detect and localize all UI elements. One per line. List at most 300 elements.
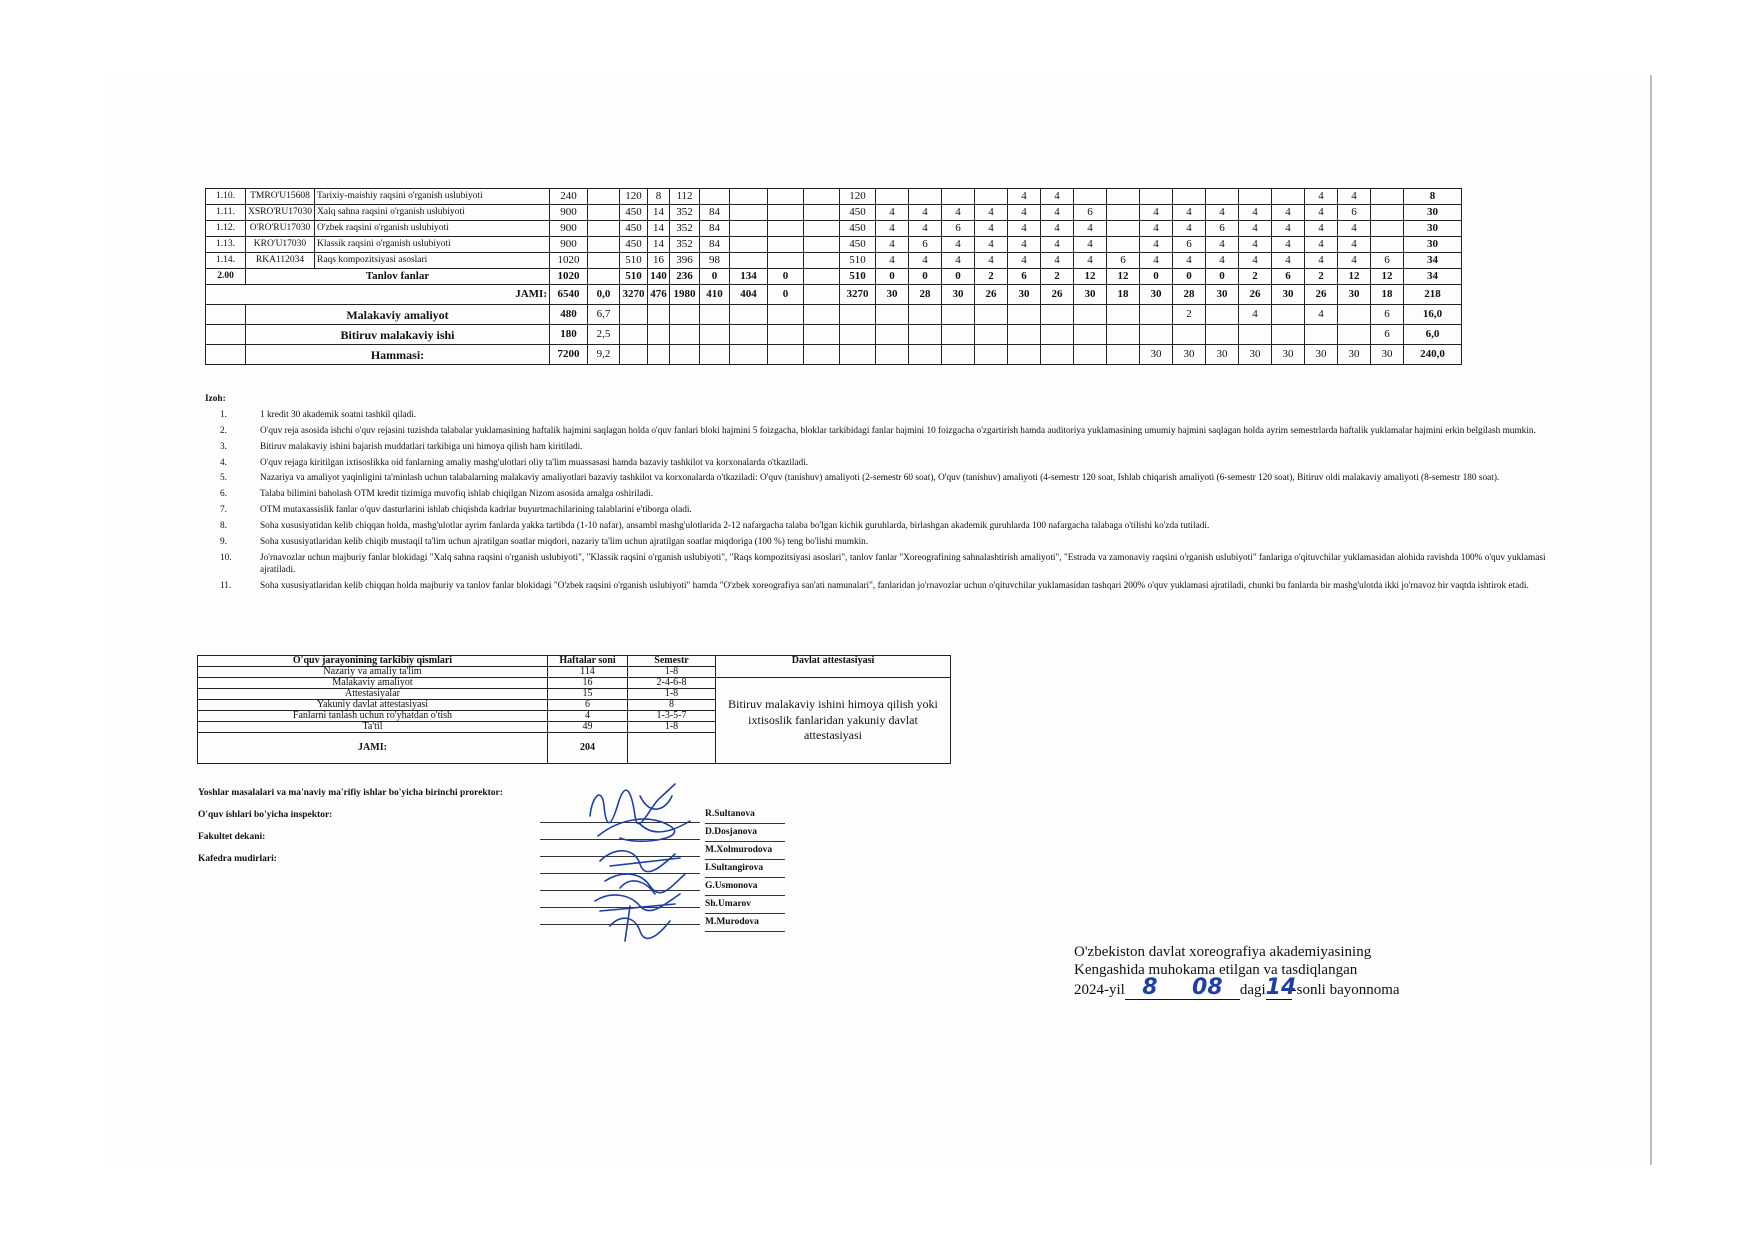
approval-number: 14	[1265, 975, 1297, 1000]
semester-hours: 4	[909, 253, 942, 269]
subject-code: TMRO'U15608	[246, 189, 315, 205]
note-number: 9.	[220, 537, 227, 548]
note-text: O'quv reja asosida ishchi o'quv rejasini tuzishda talabalar yuklamasining haftalik hajmini saqlagan holda o'quv fanlari bloki hajmini 5 foizgacha, bloklar tarkibidagi fanlar hajmini 10 foizgacha o'zgartirish hamda auditoriya yuklamasining umumiy hajmini saqlagan holda ayrim semestrlarda haftalik yuklamalar hajmini erkin belgilash mumkin.	[260, 425, 1536, 436]
credit: 2,5	[588, 325, 620, 345]
row-total: 34	[1404, 253, 1462, 269]
semester-hours: 4	[1008, 221, 1041, 237]
notes-heading: Izoh:	[205, 394, 226, 404]
composition-part: Fanlarni tanlash uchun ro'yhatdan o'tish	[198, 711, 548, 722]
semester-hours: 4	[942, 237, 975, 253]
total-hours: 180	[550, 325, 588, 345]
semester-hours: 30	[1239, 345, 1272, 365]
spacer	[206, 345, 246, 365]
empty-cell	[700, 325, 730, 345]
seminar-hours: 134	[730, 269, 768, 285]
lab-hours: 98	[700, 253, 730, 269]
practice-hours: 352	[670, 221, 700, 237]
signatory-roles	[198, 788, 538, 876]
practice-hours: 112	[670, 189, 700, 205]
note-number: 8.	[220, 521, 227, 532]
independent-hours: 450	[840, 205, 876, 221]
semester-hours: 0	[876, 269, 909, 285]
total-hours: 480	[550, 305, 588, 325]
approval-year: 2024-yil	[1074, 982, 1125, 998]
semester-hours: 4	[1140, 237, 1173, 253]
semester-hours: 30	[1140, 345, 1173, 365]
semester-hours	[1008, 345, 1041, 365]
semester-hours	[1140, 305, 1173, 325]
semester-hours: 4	[1305, 221, 1338, 237]
total-hours: 900	[550, 221, 588, 237]
course-project	[804, 285, 840, 305]
semester-hours	[1305, 325, 1338, 345]
lecture-hours: 8	[648, 189, 670, 205]
curriculum-table	[205, 188, 1462, 365]
semester-hours: 4	[1206, 253, 1239, 269]
elective-label: Tanlov fanlar	[246, 269, 550, 285]
semester-hours: 4	[1239, 221, 1272, 237]
empty-cell	[768, 345, 804, 365]
composition-weeks: 4	[548, 711, 628, 722]
semester-hours	[909, 325, 942, 345]
lecture-hours: 16	[648, 253, 670, 269]
credit	[588, 269, 620, 285]
auditorium-hours: 450	[620, 237, 648, 253]
total-hours: 240	[550, 189, 588, 205]
empty-cell	[730, 325, 768, 345]
composition-weeks: 49	[548, 722, 628, 733]
independent-hours: 510	[840, 269, 876, 285]
semester-hours: 4	[1008, 189, 1041, 205]
semester-hours: 26	[975, 285, 1008, 305]
course-project	[804, 205, 840, 221]
semester-hours: 30	[1272, 345, 1305, 365]
lab-hours: 84	[700, 205, 730, 221]
semester-hours: 0	[1173, 269, 1206, 285]
empty-cell	[804, 325, 840, 345]
semester-hours: 4	[1305, 189, 1338, 205]
semester-hours: 6	[1107, 253, 1140, 269]
approval-month: 08	[1192, 975, 1223, 1000]
note-item	[205, 553, 1555, 577]
semester-hours	[975, 305, 1008, 325]
composition-semester: 1-8	[628, 722, 716, 733]
semester-hours	[975, 345, 1008, 365]
note-item	[205, 505, 1555, 517]
composition-weeks: 16	[548, 678, 628, 689]
approval-dagi: dagi	[1239, 982, 1266, 998]
table-row-elective	[206, 269, 1462, 285]
semester-hours	[942, 189, 975, 205]
empty-cell	[840, 325, 876, 345]
semester-hours: 4	[1305, 237, 1338, 253]
composition-part: Nazariy va amaliy ta'lim	[198, 667, 548, 678]
table-row	[206, 205, 1462, 221]
approval-line-1: O'zbekiston davlat xoreografiya akademiyasining	[1074, 944, 1372, 960]
subject-code: O'RO'RU17030	[246, 221, 315, 237]
note-text: Soha xususiyatlaridan kelib chiqib mustaqil ta'lim uchun ajratilgan soatlar miqdori, nazariy ta'lim uchun ajratilgan soatlar miqdoriga (100 %) teng bo'lishi mumkin.	[260, 537, 869, 548]
row-thesis-label: Bitiruv malakaviy ishi	[246, 325, 550, 345]
signatory-name: D.Dosjanova	[705, 824, 785, 842]
row-total: 30	[1404, 205, 1462, 221]
semester-hours	[1206, 325, 1239, 345]
practice-hours: 1980	[670, 285, 700, 305]
semester-hours	[876, 189, 909, 205]
row-total: 30	[1404, 237, 1462, 253]
semester-hours: 4	[1173, 253, 1206, 269]
total-hours: 1020	[550, 253, 588, 269]
row-number: 1.12.	[206, 221, 246, 237]
approval-day: 8	[1142, 975, 1158, 1000]
course-project	[804, 253, 840, 269]
semester-hours: 30	[876, 285, 909, 305]
signatory-name: M.Xolmurodova	[705, 842, 785, 860]
semester-hours: 12	[1338, 269, 1371, 285]
note-text: Soha xususiyatidan kelib chiqqan holda, mashg'ulotlar ayrim fanlarda yakka tartibda (1-10 nafar), ansambl mashg'ulotlarida 2-12 nafargacha talaba bo'lgan kichik guruhlarda, birlashgan akademik guruhlarda 100 nafargacha talabaga o'tilishi ko'zda tutiladi.	[260, 521, 1210, 532]
seminar-hours	[730, 205, 768, 221]
composition-semester: 8	[628, 700, 716, 711]
semester-hours: 4	[1206, 237, 1239, 253]
semester-hours: 4	[876, 205, 909, 221]
composition-part: Ta'til	[198, 722, 548, 733]
semester-hours: 4	[1008, 253, 1041, 269]
row-practice	[206, 305, 1462, 325]
semester-hours	[942, 325, 975, 345]
semester-hours	[1107, 221, 1140, 237]
semester-hours	[1041, 325, 1074, 345]
table-row-total	[206, 285, 1462, 305]
semester-hours: 4	[1173, 221, 1206, 237]
composition-header-weeks: Haftalar soni	[548, 656, 628, 667]
semester-hours	[1107, 189, 1140, 205]
independent-hours: 3270	[840, 285, 876, 305]
independent-hours: 450	[840, 237, 876, 253]
semester-hours: 6	[1074, 205, 1107, 221]
lecture-hours: 14	[648, 221, 670, 237]
credit: 6,7	[588, 305, 620, 325]
coursework: 0	[768, 285, 804, 305]
practice-hours: 352	[670, 237, 700, 253]
credit	[588, 205, 620, 221]
row-number: 1.14.	[206, 253, 246, 269]
semester-hours	[1239, 325, 1272, 345]
semester-hours: 4	[975, 253, 1008, 269]
semester-hours	[876, 305, 909, 325]
total-hours: 900	[550, 205, 588, 221]
semester-hours: 4	[1041, 253, 1074, 269]
approval-block	[1074, 943, 1400, 1000]
composition-weeks: 114	[548, 667, 628, 678]
empty-cell	[768, 305, 804, 325]
semester-hours: 4	[1074, 237, 1107, 253]
note-item	[205, 581, 1555, 593]
semester-hours: 6	[1173, 237, 1206, 253]
semester-hours: 4	[1338, 253, 1371, 269]
semester-hours	[1239, 189, 1272, 205]
composition-header-semester: Semestr	[628, 656, 716, 667]
semester-hours: 6	[1008, 269, 1041, 285]
total-hours: 7200	[550, 345, 588, 365]
semester-hours	[942, 305, 975, 325]
semester-hours	[1074, 325, 1107, 345]
spacer	[206, 305, 246, 325]
lab-hours	[700, 189, 730, 205]
semester-hours	[1272, 189, 1305, 205]
semester-hours: 4	[876, 221, 909, 237]
semester-hours: 4	[1074, 253, 1107, 269]
signatory-name: I.Sultangirova	[705, 860, 785, 878]
semester-hours: 26	[1041, 285, 1074, 305]
signatory-role: Fakultet dekani:	[198, 831, 266, 842]
note-text: Talaba bilimini baholash OTM kredit tizimiga muvofiq ishlab chiqilgan Nizom asosida amalga oshiriladi.	[260, 489, 654, 500]
empty-cell	[840, 345, 876, 365]
semester-hours	[1338, 325, 1371, 345]
course-project	[804, 237, 840, 253]
lecture-hours: 476	[648, 285, 670, 305]
semester-hours: 4	[1008, 237, 1041, 253]
semester-hours: 30	[1206, 345, 1239, 365]
empty-cell	[700, 305, 730, 325]
empty-cell	[804, 305, 840, 325]
semester-hours	[876, 325, 909, 345]
semester-hours: 2	[1239, 269, 1272, 285]
lecture-hours: 14	[648, 237, 670, 253]
semester-hours: 30	[1338, 345, 1371, 365]
credit	[588, 253, 620, 269]
semester-hours	[1140, 189, 1173, 205]
total-hours: 1020	[550, 269, 588, 285]
semester-hours	[1371, 189, 1404, 205]
note-item	[205, 521, 1555, 533]
note-number: 1.	[220, 409, 227, 420]
semester-hours: 18	[1107, 285, 1140, 305]
semester-hours: 4	[1338, 189, 1371, 205]
semester-hours: 2	[1305, 269, 1338, 285]
subject-name: O'zbek raqsini o'rganish uslubiyoti	[315, 221, 550, 237]
semester-hours: 30	[1371, 345, 1404, 365]
semester-hours: 2	[1173, 305, 1206, 325]
independent-hours: 510	[840, 253, 876, 269]
credit	[588, 221, 620, 237]
empty-cell	[648, 305, 670, 325]
subject-code: KRO'U17030	[246, 237, 315, 253]
semester-hours: 12	[1074, 269, 1107, 285]
semester-hours: 4	[1140, 221, 1173, 237]
semester-hours	[942, 345, 975, 365]
semester-hours	[1074, 189, 1107, 205]
note-number: 6.	[220, 489, 227, 500]
credit	[588, 237, 620, 253]
subject-name: Xalq sahna raqsini o'rganish uslubiyoti	[315, 205, 550, 221]
practice-hours: 352	[670, 205, 700, 221]
independent-hours: 450	[840, 221, 876, 237]
semester-hours	[1338, 305, 1371, 325]
course-project	[804, 189, 840, 205]
semester-hours	[1371, 237, 1404, 253]
semester-hours	[1107, 205, 1140, 221]
semester-hours	[1107, 325, 1140, 345]
semester-hours: 4	[942, 205, 975, 221]
table-row	[206, 253, 1462, 269]
semester-hours: 6	[1338, 205, 1371, 221]
semester-hours	[1173, 325, 1206, 345]
semester-hours: 26	[1305, 285, 1338, 305]
independent-hours: 120	[840, 189, 876, 205]
semester-hours	[1041, 305, 1074, 325]
signatory-name: M.Murodova	[705, 914, 785, 932]
seminar-hours	[730, 221, 768, 237]
row-total: 16,0	[1404, 305, 1462, 325]
notes-section	[205, 394, 1555, 597]
composition-part: Yakuniy davlat attestasiyasi	[198, 700, 548, 711]
semester-hours: 30	[1338, 285, 1371, 305]
semester-hours	[876, 345, 909, 365]
semester-hours	[1371, 221, 1404, 237]
table-row	[206, 189, 1462, 205]
row-number: 2.00	[206, 269, 246, 285]
signatory-role: O'quv ishlari bo'yicha inspektor:	[198, 809, 333, 820]
semester-hours: 26	[1239, 285, 1272, 305]
semester-hours: 4	[1074, 221, 1107, 237]
note-item	[205, 442, 1555, 454]
signatory-name: G.Usmonova	[705, 878, 785, 896]
empty-cell	[670, 345, 700, 365]
coursework	[768, 221, 804, 237]
row-total: 218	[1404, 285, 1462, 305]
semester-hours	[1206, 305, 1239, 325]
semester-hours: 6	[1206, 221, 1239, 237]
semester-hours: 4	[1041, 221, 1074, 237]
semester-hours: 4	[1272, 205, 1305, 221]
signatory-role: Kafedra mudirlari:	[198, 853, 277, 864]
course-project	[804, 221, 840, 237]
semester-hours: 30	[1008, 285, 1041, 305]
subject-name: Klassik raqsini o'rganish uslubiyoti	[315, 237, 550, 253]
signatory-role: Yoshlar masalalari va ma'naviy ma'rifiy ishlar bo'yicha birinchi prorektor:	[198, 788, 503, 798]
composition-semester: 1-3-5-7	[628, 711, 716, 722]
semester-hours	[975, 325, 1008, 345]
composition-weeks: 15	[548, 689, 628, 700]
coursework: 0	[768, 269, 804, 285]
semester-hours	[1371, 205, 1404, 221]
coursework	[768, 189, 804, 205]
seminar-hours	[730, 253, 768, 269]
composition-semester: 1-8	[628, 689, 716, 700]
approval-suffix: -sonli bayonnoma	[1291, 982, 1400, 998]
semester-hours	[1107, 237, 1140, 253]
semester-hours: 28	[909, 285, 942, 305]
semester-hours: 4	[1338, 237, 1371, 253]
course-project	[804, 269, 840, 285]
lab-hours: 0	[700, 269, 730, 285]
seminar-hours	[730, 189, 768, 205]
note-text: Nazariya va amaliyot yaqinligini ta'minlash uchun talabalarning malakaviy amaliyotlari bazaviy tashkilot va korxonalarda o'tkaziladi: O'quv (tanishuv) amaliyoti (2-semestr 60 soat), O'quv (tanishuv) amaliyoti (4-semestr 120 soat, Ishlab chiqarish amaliyoti (6-semestr 120 soat), Bitiruv oldi malakaviy amaliyoti (8-semestr 180 soat).	[260, 473, 1500, 484]
semester-hours: 30	[1140, 285, 1173, 305]
note-number: 3.	[220, 441, 227, 452]
attestation-text: Bitiruv malakaviy ishini himoya qilish yoki ixtisoslik fanlaridan yakuniy davlat attestasiyasi	[716, 678, 951, 764]
total-hours: 6540	[550, 285, 588, 305]
empty-cell	[620, 325, 648, 345]
semester-hours: 6	[1371, 325, 1404, 345]
semester-hours: 4	[1041, 189, 1074, 205]
semester-hours: 28	[1173, 285, 1206, 305]
semester-hours: 0	[1206, 269, 1239, 285]
empty-cell	[768, 325, 804, 345]
empty-cell	[648, 325, 670, 345]
auditorium-hours: 450	[620, 221, 648, 237]
semester-hours: 0	[1140, 269, 1173, 285]
semester-hours	[1173, 189, 1206, 205]
semester-hours: 18	[1371, 285, 1404, 305]
coursework	[768, 237, 804, 253]
composition-row	[198, 678, 951, 689]
row-total: 240,0	[1404, 345, 1462, 365]
semester-hours: 6	[909, 237, 942, 253]
semester-hours: 30	[1206, 285, 1239, 305]
semester-hours: 4	[909, 205, 942, 221]
empty-cell	[648, 345, 670, 365]
auditorium-hours: 120	[620, 189, 648, 205]
semester-hours: 4	[1239, 237, 1272, 253]
note-text: OTM mutaxassislik fanlar o'quv dasturlarini ishlab chiqishda kadrlar buyurtmachilarining talablarini e'tiborga oladi.	[260, 505, 692, 516]
semester-hours	[1107, 305, 1140, 325]
practice-hours: 396	[670, 253, 700, 269]
semester-hours: 12	[1107, 269, 1140, 285]
coursework	[768, 205, 804, 221]
composition-semester: 1-8	[628, 667, 716, 678]
semester-hours: 4	[1008, 205, 1041, 221]
lecture-hours: 140	[648, 269, 670, 285]
semester-hours: 4	[1041, 237, 1074, 253]
semester-hours	[1272, 325, 1305, 345]
semester-hours: 30	[1074, 285, 1107, 305]
note-number: 10.	[220, 552, 232, 563]
composition-total-weeks: 204	[548, 733, 628, 764]
semester-hours: 0	[942, 269, 975, 285]
row-number: 1.10.	[206, 189, 246, 205]
note-text: O'quv rejaga kiritilgan ixtisoslikka oid fanlarning amaliy mashg'ulotlari oliy ta'lim muassasasi hamda bazaviy tashkilot va korxonalarda o'tkaziladi.	[260, 457, 809, 468]
note-number: 11.	[220, 580, 232, 591]
composition-table	[197, 655, 951, 764]
subject-code: XSRO'RU17030	[246, 205, 315, 221]
total-hours: 900	[550, 237, 588, 253]
semester-hours: 4	[1140, 205, 1173, 221]
semester-hours	[1107, 345, 1140, 365]
semester-hours	[1140, 325, 1173, 345]
semester-hours: 4	[1272, 253, 1305, 269]
row-number: 1.11.	[206, 205, 246, 221]
note-item	[205, 458, 1555, 470]
approval-line-2: Kengashida muhokama etilgan va tasdiqlangan	[1074, 962, 1358, 978]
semester-hours: 6	[1371, 305, 1404, 325]
table-row	[206, 237, 1462, 253]
signatory-names	[705, 806, 785, 932]
semester-hours	[1008, 305, 1041, 325]
total-label: JAMI:	[206, 285, 550, 305]
practice-hours: 236	[670, 269, 700, 285]
empty-cell	[730, 345, 768, 365]
lab-hours: 84	[700, 221, 730, 237]
credit: 0,0	[588, 285, 620, 305]
composition-semester: 2-4-6-8	[628, 678, 716, 689]
semester-hours	[1074, 345, 1107, 365]
note-text: 1 kredit 30 akademik soatni tashkil qiladi.	[260, 409, 417, 420]
semester-hours	[1074, 305, 1107, 325]
semester-hours: 2	[1041, 269, 1074, 285]
auditorium-hours: 510	[620, 253, 648, 269]
semester-hours	[909, 189, 942, 205]
empty-cell	[670, 305, 700, 325]
